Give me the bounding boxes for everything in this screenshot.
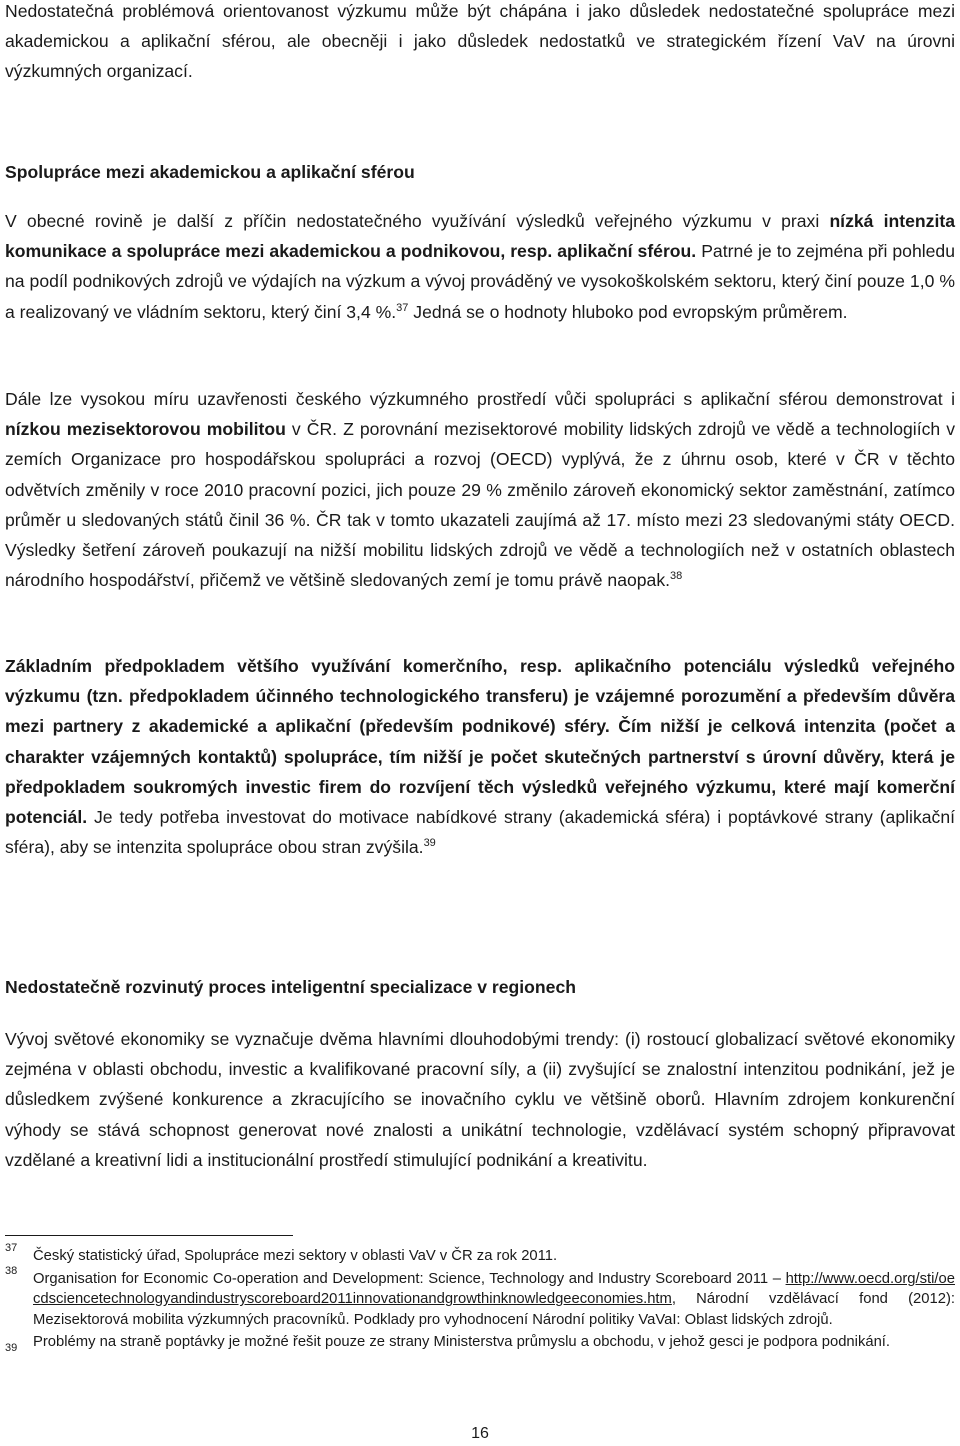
- prerequisite-paragraph-block: [5, 651, 955, 862]
- intro-paragraph-block: [5, 0, 955, 87]
- cooperation-text-1: V obecné rovině je další z příčin nedostatečného využívání výsledků veřejného výzkumu v praxi: [5, 211, 830, 231]
- section-heading-specialization: Nedostatečně rozvinutý proces inteligentní specializace v regionech: [5, 977, 576, 997]
- section-heading-specialization-block: [5, 972, 955, 1002]
- footnote-number: 37: [5, 1242, 18, 1254]
- footnote-37: [5, 1242, 955, 1266]
- mobility-paragraph-block: [5, 384, 955, 595]
- footnote-number: 38: [5, 1265, 18, 1278]
- footnote-ref-37[interactable]: 37: [396, 301, 409, 314]
- footnote-text: Organisation for Economic Co-operation and Development: Science, Technology and Industry Scoreboard 2011 –: [33, 1271, 786, 1288]
- mobility-text-2: v ČR. Z porovnání mezisektorové mobility lidských zdrojů ve vědě a technologiích v zemích Organizace pro hospodářskou spolupráci a rozvoj (OECD) vyplývá, že z úhrnu osob, které v ČR v těchto odvětvích změnily v roce 2010 pracovní pozici, jich pouze 29 % změnilo zároveň ekonomický sektor zaměstnání, zatímco průměr u sledovaných států činil 36 %. ČR tak v tomto ukazateli zaujímá až 17. místo mezi 23 sledovanými státy OECD. Výsledky šetření zároveň poukazují na nižší mobilitu lidských zdrojů ve vědě a technologiích než v ostatních oblastech národního hospodářství, přičemž ve většině sledovaných zemí je tomu právě naopak.: [5, 419, 955, 591]
- footnotes: [5, 1242, 955, 1354]
- footnote-ref-39[interactable]: 39: [423, 837, 436, 850]
- footnote-separator: [5, 1235, 293, 1236]
- prerequisite-text-bold: Základním předpokladem většího využívání komerčního, resp. aplikačního potenciálu výsledků veřejného výzkumu (tzn. předpokladem účinného technologického transferu) je vzájemné porozumění a především důvěra mezi partnery z akademické a aplikační (především podnikové) sféry. Čím nižší je celková intenzita (počet a charakter vzájemných kontaktů) spolupráce, tím nižší je počet skutečných partnerství s úrovní důvěry, která je předpokladem soukromých investic firem do rozvíjení těch výsledků veřejného výzkumu, které mají komerční potenciál.: [5, 656, 955, 828]
- cooperation-paragraph: [5, 206, 955, 327]
- specialization-paragraph: Vývoj světové ekonomiky se vyznačuje dvěma hlavními dlouhodobými trendy: (i) rostoucí globalizací světové ekonomiky zejména v oblasti obchodu, investic a kvalifikované pracovní síly, a (ii) zvyšující se znalostní intenzitou podnikání, jež je důsledkem zvýšené konkurence a zkracujícího se inovačního cyklu ve většině oborů. Hlavním zdrojem konkurenční výhody se stává schopnost generovat nové znalosti a unikátní technologie, vzdělávací systém schopný připravovat vzdělané a kreativní lidi a institucionální prostředí stimulující podnikání a kreativitu.: [5, 1029, 955, 1170]
- footnote-text: Český statistický úřad, Spolupráce mezi sektory v oblasti VaV v ČR za rok 2011.: [33, 1248, 558, 1264]
- cooperation-text-3: Jedná se o hodnoty hluboko pod evropským průměrem.: [408, 301, 848, 322]
- footnote-text: Problémy na straně poptávky je možné řešit pouze ze strany Ministerstva průmyslu a obchodu, v jehož gesci je podpora podnikání.: [33, 1333, 891, 1350]
- footnote-ref-38[interactable]: 38: [670, 570, 683, 583]
- prerequisite-text: Je tedy potřeba investovat do motivace nabídkové strany (akademická sféra) i poptávkové strany (aplikační sféra), aby se intenzita spolupráce obou stran zvýšila.: [5, 807, 955, 858]
- mobility-text-bold: nízkou mezisektorovou mobilitou: [5, 419, 286, 440]
- prerequisite-paragraph: [5, 651, 955, 862]
- cooperation-paragraph-block: [5, 206, 955, 327]
- cooperation-text-2: Patrné je to zejména při pohledu na podíl podnikových zdrojů ve výdajích na výzkum a vývoj prováděný ve vysokoškolském sektoru, který činí pouze 1,0 % a realizovaný ve vládním sektoru, který činí 3,4 %.: [5, 241, 955, 322]
- section-heading-cooperation-block: [5, 157, 955, 187]
- specialization-paragraph-block: [5, 1024, 955, 1175]
- mobility-text-1: Dále lze vysokou míru uzavřenosti českého výzkumného prostředí vůči spolupráci s aplikační sférou demonstrovat i: [5, 389, 955, 409]
- page-number: 16: [471, 1425, 489, 1442]
- section-heading-cooperation: Spolupráce mezi akademickou a aplikační sférou: [5, 162, 415, 182]
- footnote-39: [5, 1332, 955, 1352]
- mobility-paragraph: [5, 384, 955, 595]
- footnote-text: , Národní vzdělávací fond (2012): Mezisektorová mobilita výzkumných pracovníků. Podklady pro vyhodnocení Národní politiky VaVaI: Oblast lidských zdrojů.: [33, 1291, 955, 1328]
- footnote-number: 39: [5, 1341, 18, 1354]
- footnote-38: [5, 1265, 955, 1330]
- cooperation-text-bold: nízká intenzita komunikace a spolupráce mezi akademickou a podnikovou, resp. aplikační sférou.: [5, 211, 955, 262]
- oecd-link[interactable]: http://www.oecd.org/sti/oecdsciencetechnologyandindustryscoreboard2011innovationandgrowthinknowledgeeconomies.htm: [33, 1271, 955, 1308]
- intro-paragraph: Nedostatečná problémová orientovanost výzkumu může být chápána i jako důsledek nedostatečné spolupráce mezi akademickou a aplikační sférou, ale obecněji i jako důsledek nedostatků ve strategickém řízení VaV na úrovni výzkumných organizací.: [5, 1, 955, 82]
